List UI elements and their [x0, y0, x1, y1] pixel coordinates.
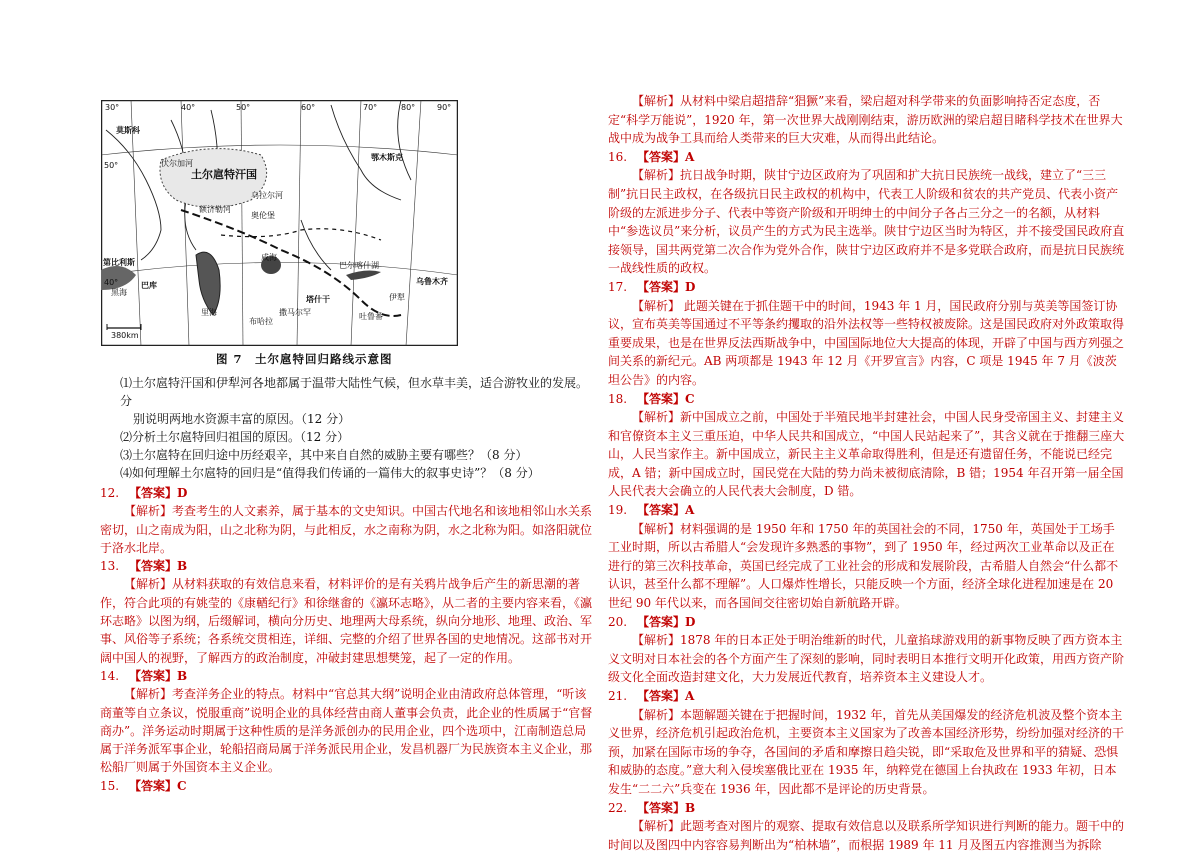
answer-key: 【答案】C [637, 391, 695, 406]
place-label: 吐鲁番 [359, 312, 383, 321]
lon-label: 70° [363, 103, 378, 112]
place-label: 塔什干 [306, 295, 330, 304]
answer-item [608, 278, 1126, 390]
map-caption: 图 7 土尔扈特回归路线示意图 [216, 352, 393, 366]
answer-key: 【答案】D [637, 279, 696, 294]
place-label: 土尔扈特汗国 [191, 168, 257, 181]
answer-item [100, 557, 595, 667]
answer-key: 【答案】C [129, 778, 187, 793]
answer-item [608, 390, 1126, 502]
lon-label: 90° [437, 103, 452, 112]
place-label: 巴尔喀什湖 [339, 261, 379, 270]
answer-section-right [608, 92, 1126, 854]
lon-label: 60° [301, 103, 316, 112]
place-label: 乌拉尔河 [251, 191, 283, 200]
answer-key: 【答案】B [637, 800, 696, 815]
question-text: ⑷如何理解土尔扈特的回归是“值得我们传诵的一篇伟大的叙事史诗”？（8 分） [120, 466, 540, 480]
answer-key: 【答案】A [637, 689, 695, 703]
answer-item [608, 799, 1126, 854]
lon-label: 80° [401, 103, 416, 112]
item-number: 15. [100, 778, 120, 793]
place-label: 鄂木斯克 [371, 153, 403, 162]
place-label: 咸海 [261, 253, 277, 262]
place-label: 伊犁 [389, 293, 405, 302]
item-number: 19. [608, 503, 628, 518]
lat-label: 40° [104, 278, 119, 287]
analysis-text: 【解析】从材料获取的有效信息来看，材料评价的是有关鸦片战争后产生的新思潮的著作，符合此项的有姚莹的《康輶纪行》和徐继畬的《瀛环志略》，从二者的主要内容来看，《瀛环志略》以图为纲，后缀解词，横向分历史、地理两大母系统，纵向分地形、地理、政治、军事、风俗等子系统；各系统交贯相连，详细、完整的介绍了世界各国的史地情况。这部书对开阔中国人的视野，了解西方的政治制度，冲破封建思想樊笼，起了一定的作用。 [100, 577, 593, 665]
place-label: 莫斯科 [116, 126, 140, 135]
item-number: 22. [608, 800, 628, 815]
answer-item [608, 501, 1126, 613]
question-text: ⑴土尔扈特汗国和伊犁河各地都属于温带大陆性气候，但水草丰美，适合游牧业的发展。分 [120, 376, 589, 408]
place-label: 巴库 [141, 281, 157, 290]
analysis-text: 【解析】抗日战争时期，陕甘宁边区政府为了巩固和扩大抗日民族统一战线，建立了“三三制”抗日民主政权，在各级抗日民主政权的机构中，代表工人阶级和贫农的共产党员、代表小资产阶级的左派进步分子、代表中等资产阶级和开明绅士的中间分子各占三分之一的名额，从材料中“参选议员”来分析，议员产生的方式为民主选举。陕甘宁边区当时为特区，并不接受国民政府直接领导，国共两党第二次合作为党外合作，陕甘宁边区政府并不是多党联合政府，而是抗日民族统一战线性质的政权。 [608, 168, 1125, 276]
answer-key: 【答案】B [129, 559, 188, 574]
analysis-text: 【解析】1878 年的日本正处于明治维新的时代，儿童掐球游戏用的新事物反映了西方资本主义文明对日本社会的各个方面产生了深刻的影响，同时表明日本推行文明开化政策，用西方资产阶级文化全面改造封建文化，大力发展近代教育，培养资本主义建设人才。 [608, 633, 1125, 685]
analysis-text: 【解析】本题解题关键在于把握时间，1932 年，首先从美国爆发的经济危机波及整个资本主义世界，经济危机引起政治危机，主要资本主义国家为了改善本国经济形势，纷纷加强对经济的干预，加紧在国际市场的争夺，各国间的矛盾和摩擦日趋尖锐，即“采取危及世界和平的猜疑、恐惧和威胁的态度。”意大利入侵埃塞俄比亚在 1935 年，纳粹党在德国上台执政在 1933 年初，日本发生“二二六”兵变在 1936 年，因此都不是评论的历史背景。 [608, 707, 1125, 796]
place-label: 撒马尔罕 [279, 308, 311, 317]
lon-label: 30° [105, 103, 120, 112]
place-label: 乌鲁木齐 [416, 277, 448, 286]
question-list [120, 374, 590, 482]
analysis-text: 【解析】 此题关键在于抓住题干中的时间，1943 年 1 月，国民政府分别与英美等国签订协议，宣布英美等国通过不平等条约攫取的沿外法权等一些特权被废除。这是国民政府对外政策取得重要成果，也是在世界反法西斯战争中，中国国际地位大大提高的体现，开辟了中国与西方列强之间关系的新纪元。AB 两项都是 1943 年 12 月《开罗宣言》内容，C 项是 1945 年 7 月《波茨坦公告》的内容。 [608, 298, 1125, 387]
question-text: 别说明两地水资源丰富的原因。（12 分） [133, 412, 351, 426]
answer-item [100, 777, 595, 795]
answer-item [608, 613, 1126, 687]
answer-key: 【答案】D [129, 486, 188, 500]
answer-section-left [100, 484, 595, 795]
item-number: 16. [608, 149, 628, 164]
answer-key: 【答案】B [129, 668, 188, 683]
analysis-text: 【解析】从材料中梁启超措辞“猖獗”来看，梁启超对科学带来的负面影响持否定态度，否定“科学万能说”，1920 年，第一次世界大战刚刚结束，游历欧洲的梁启超目睹科学技术在世界大战中成为战争工具而给人类带来的巨大灾难，从而得出此结论。 [608, 94, 1123, 146]
place-label: 额济勒河 [199, 205, 231, 214]
item-number: 12. [100, 486, 120, 500]
lat-label: 50° [104, 161, 119, 170]
place-label: 黑海 [111, 288, 127, 297]
item-number: 17. [608, 279, 628, 294]
item-number: 18. [608, 391, 628, 406]
place-label: 布哈拉 [249, 317, 273, 326]
item-number: 20. [608, 614, 628, 629]
route-map [101, 100, 458, 346]
item-number: 21. [608, 689, 628, 703]
lon-label: 50° [236, 103, 251, 112]
place-label: 奥伦堡 [251, 211, 275, 220]
analysis-text: 【解析】新中国成立之前，中国处于半殖民地半封建社会，中国人民身受帝国主义、封建主义和官僚资本主义三重压迫，中华人民共和国成立，“中国人民站起来了”，其含义就在于推翻三座大山，人民当家作主。新中国成立，新民主主义革命取得胜利，但是还有遗留任务，不能说已经完成，A 错；新中国成立时，国民党在大陆的势力尚未被彻底清除，B 错；1954 年召开第一届全国人民代表大会确立的人民代表大会制度，D 错。 [608, 410, 1125, 499]
scale-label: 380km [111, 331, 139, 340]
lon-label: 40° [181, 103, 196, 112]
analysis-text: 【解析】此题考查对图片的观察、提取有效信息以及联系所学知识进行判断的能力。题干中的时间以及图四中内容容易判断出为“柏林墙”，而根据 1989 年 11 月及图五内容推测当为拆除 [608, 819, 1125, 852]
answer-item [608, 687, 1126, 799]
analysis-text: 【解析】考查洋务企业的特点。材料中“官总其大纲”说明企业由清政府总体管理，“听该商董等自立条议，悦服重商”说明企业的具体经营由商人董事会负责，此企业的性质属于“官督商办”。洋务运动时期属于这种性质的是洋务派创办的民用企业，四个选项中，江南制造总局属于洋务派军事企业，轮船招商局属于洋务派民用企业，发昌机器厂为民族资本主义企业，那松船厂则属于外国资本主义企业。 [100, 687, 593, 775]
answer-key: 【答案】D [637, 614, 696, 629]
question-text: ⑵分析土尔扈特回归祖国的原因。（12 分） [120, 430, 350, 444]
answer-item [608, 148, 1126, 278]
answer-key: 【答案】A [637, 149, 695, 164]
answer-key: 【答案】A [637, 503, 695, 518]
place-label: 伏尔加河 [161, 159, 193, 168]
answer-item [100, 667, 595, 777]
item-number: 14. [100, 668, 120, 683]
question-text: ⑶土尔扈特在回归途中历经艰辛，其中来自自然的威胁主要有哪些？（8 分） [120, 448, 528, 462]
item-number: 13. [100, 559, 120, 574]
place-label: 里海 [201, 308, 217, 317]
analysis-text: 【解析】材料强调的是 1950 年和 1750 年的英国社会的不同，1750 年，英国处于工场手工业时期，所以古希腊人“会发现许多熟悉的事物”，到了 1950 年，经过两次工业革命以及正在进行的第三次科技革命，英国已经完成了工业社会的形成和发展阶段，古希腊人自然会“什么都不认识，甚至什么都不理解”。人口爆炸性增长，只能反映一个方面，经济全球化进程加速是在 20 世纪 90 年代以来，而各国间交往密切始自新航路开辟。 [608, 521, 1119, 611]
place-label: 第比利斯 [103, 258, 135, 267]
analysis-text: 【解析】考查考生的人文素养，属于基本的文史知识。中国古代地名和该地相邻山水关系密切，山之南成为阳，山之北称为阴，与此相反，水之南称为阴，水之北称为阳。如洛阳就位于洛水北岸。 [100, 504, 593, 555]
answer-item [100, 484, 595, 557]
